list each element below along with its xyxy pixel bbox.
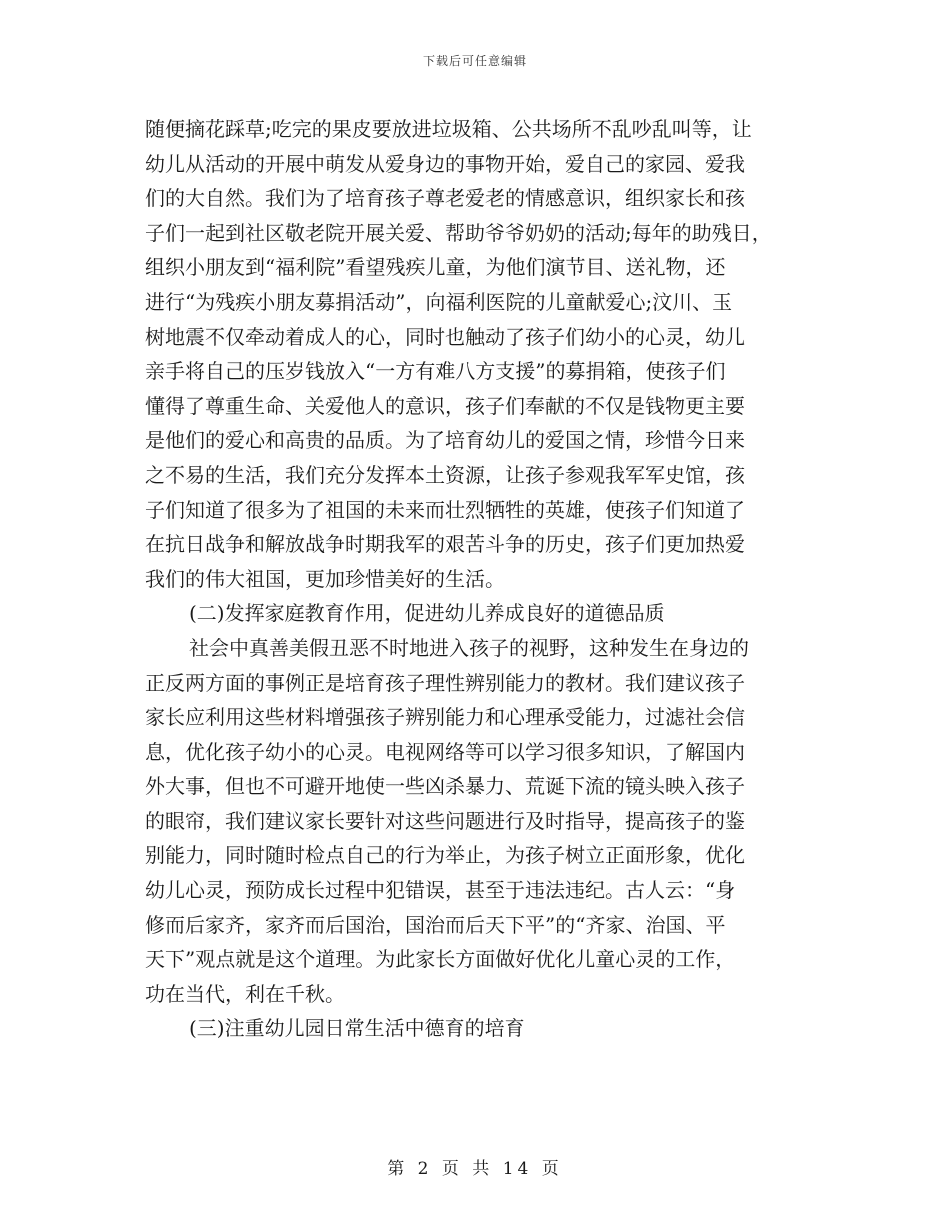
paragraph-line: 外大事，但也不可避开地使一些凶杀暴力、荒诞下流的镜头映入孩子 [145,774,745,799]
paragraph-line: 在抗日战争和解放战争时期我军的艰苦斗争的历史，孩子们更加热爱 [145,532,745,557]
paragraph-line: 息，优化孩子幼小的心灵。电视网络等可以学习很多知识，了解国内 [145,739,745,764]
paragraph-line: 组织小朋友到“福利院”看望残疾儿童，为他们演节目、送礼物，还 [145,255,726,280]
paragraph-line: 进行“为残疾小朋友募捐活动”，向福利医院的儿童献爱心;汶川、玉 [145,289,733,314]
page-footer-page-number: 第 2 页 共 14 页 [387,1159,563,1179]
paragraph-line: 家长应利用这些材料增强孩子辨别能力和心理承受能力，过滤社会信 [145,705,745,730]
paragraph-line: 们的大自然。我们为了培育孩子尊老爱老的情感意识，组织家长和孩 [145,186,745,211]
paragraph-line: 修而后家齐，家齐而后国治，国治而后天下平”的“齐家、治国、平 [145,912,726,937]
paragraph-line: 子们知道了很多为了祖国的未来而壮烈牺牲的英雄，使孩子们知道了 [145,497,745,522]
paragraph-line: 我们的伟大祖国，更加珍惜美好的生活。 [145,566,505,591]
paragraph-line: 是他们的爱心和高贵的品质。为了培育幼儿的爱国之情，珍惜今日来 [145,428,745,453]
paragraph-line: 懂得了尊重生命、关爱他人的意识，孩子们奉献的不仅是钱物更主要 [145,393,745,418]
paragraph-line: 别能力，同时随时检点自己的行为举止，为孩子树立正面形象，优化 [145,843,745,868]
paragraph-line: 随便摘花踩草;吃完的果皮要放进垃圾箱、公共场所不乱吵乱叫等，让 [145,117,752,141]
section-heading: (三)注重幼儿园日常生活中德育的培育 [189,1016,525,1041]
paragraph-line: 亲手将自己的压岁钱放入“一方有难八方支援”的募捐箱，使孩子们 [145,359,726,384]
document-body [145,112,810,1046]
paragraph-line: 正反两方面的事例正是培育孩子理性辨别能力的教材。我们建议孩子 [145,670,745,695]
paragraph-line: 的眼帘，我们建议家长要针对这些问题进行及时指导，提高孩子的鉴 [145,808,745,833]
paragraph-line: 天下”观点就是这个道理。为此家长方面做好优化儿童心灵的工作， [145,947,736,972]
paragraph-line: 树地震不仅牵动着成人的心，同时也触动了孩子们幼小的心灵，幼儿 [145,324,745,349]
paragraph-line: 子们一起到社区敬老院开展关爱、帮助爷爷奶奶的活动;每年的助残日， [145,220,772,245]
section-heading: (二)发挥家庭教育作用，促进幼儿养成良好的道德品质 [189,601,665,626]
page-header-note: 下载后可任意编辑 [422,54,527,68]
paragraph-line: 之不易的生活，我们充分发挥本土资源，让孩子参观我军军史馆，孩 [145,462,745,487]
paragraph-line: 幼儿心灵，预防成长过程中犯错误，甚至于违法违纪。古人云：“身 [145,878,736,903]
paragraph-line: 功在当代，利在千秋。 [145,981,345,1006]
paragraph-line: 社会中真善美假丑恶不时地进入孩子的视野，这种发生在身边的 [189,635,749,660]
paragraph-line: 幼儿从活动的开展中萌发从爱身边的事物开始，爱自己的家园、爱我 [145,151,745,176]
